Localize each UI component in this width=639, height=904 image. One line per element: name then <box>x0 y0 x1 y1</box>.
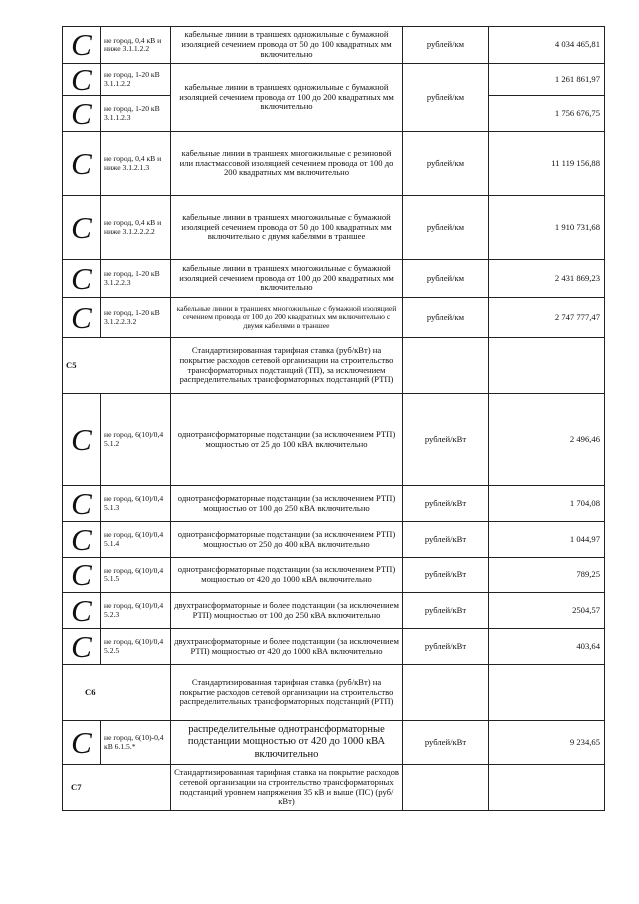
table-row <box>63 64 605 96</box>
description-cell: однотрансформаторные подстанции (за исключением РТП) мощностью от 250 до 400 кВА включительно <box>171 522 403 558</box>
value-cell: 2 431 869,23 <box>489 260 605 298</box>
value-cell: 2 747 777,47 <box>489 298 605 338</box>
symbol-c: C <box>71 260 92 296</box>
symbol-c: C <box>71 63 92 96</box>
unit-cell: рублей/кВт <box>403 486 489 522</box>
table-row <box>63 629 605 665</box>
unit-cell: рублей/кВт <box>403 629 489 665</box>
code-cell: не город, 1-20 кВ 3.1.2.2.3 <box>101 260 171 298</box>
symbol-c: C <box>71 209 92 245</box>
code-cell: не город, 6(10)/0,4 5.2.5 <box>101 629 171 665</box>
symbol-c: C <box>71 592 92 628</box>
table-row <box>63 27 605 64</box>
value-cell: 2504,57 <box>489 593 605 629</box>
symbol-c: C <box>71 27 92 62</box>
section-row <box>63 665 605 721</box>
value-cell: 4 034 465,81 <box>489 27 605 64</box>
code-cell: не город, 6(10)/0,4 5.1.3 <box>101 486 171 522</box>
symbol-cell <box>63 558 101 593</box>
symbol-c: C <box>71 485 92 521</box>
table-row <box>63 558 605 593</box>
code-cell: не город, 1-20 кВ 3.1.2.2.3.2 <box>101 298 171 338</box>
symbol-c: C <box>71 145 92 181</box>
unit-cell: рублей/км <box>403 260 489 298</box>
description-cell: кабельные линии в траншеях многожильные с бумажной изоляцией сечением провода от 50 до 100 квадратных мм включительно с двумя кабелями в траншее <box>171 196 403 260</box>
code-cell: не город, 0,4 кВ и ниже 3.1.2.2.2.2 <box>101 196 171 260</box>
unit-cell: рублей/кВт <box>403 558 489 593</box>
unit-cell: рублей/км <box>403 298 489 338</box>
section-label: С6 <box>63 665 171 721</box>
table-row <box>63 394 605 486</box>
value-cell: 2 496,46 <box>489 394 605 486</box>
symbol-cell <box>63 593 101 629</box>
value-cell: 789,25 <box>489 558 605 593</box>
unit-cell: рублей/кВт <box>403 593 489 629</box>
symbol-cell <box>63 260 101 298</box>
description-cell: однотрансформаторные подстанции (за исключением РТП) мощностью от 25 до 100 кВА включительно <box>171 394 403 486</box>
value-cell: 1 044,97 <box>489 522 605 558</box>
symbol-cell <box>63 96 101 132</box>
unit-cell: рублей/кВт <box>403 721 489 765</box>
description-cell: двухтрансформаторные и более подстанции (за исключением РТП) мощностью от 100 до 250 кВА включительно <box>171 593 403 629</box>
tariff-table <box>62 26 605 811</box>
table-row <box>63 593 605 629</box>
table-row <box>63 522 605 558</box>
symbol-c: C <box>71 724 92 760</box>
symbol-cell <box>63 522 101 558</box>
code-cell: не город, 6(10)-0,4 кВ 6.1.5.* <box>101 721 171 765</box>
table-row <box>63 298 605 338</box>
code-cell: не город, 6(10)/0,4 5.1.4 <box>101 522 171 558</box>
symbol-cell <box>63 196 101 260</box>
table-row <box>63 132 605 196</box>
section-label: С7 <box>63 765 171 811</box>
section-row <box>63 338 605 394</box>
unit-cell: рублей/км <box>403 196 489 260</box>
value-cell: 1 756 676,75 <box>489 96 605 132</box>
section-row <box>63 765 605 811</box>
code-cell: не город, 1-20 кВ 3.1.1.2.2 <box>101 64 171 96</box>
section-description: Стандартизированная тарифная ставка (руб/кВт) на покрытие расходов сетевой организации на строительство распределительных трансформаторных подстанций (РТП) <box>171 665 403 721</box>
code-cell: не город, 6(10)/0,4 5.1.5 <box>101 558 171 593</box>
table-row <box>63 721 605 765</box>
value-cell: 9 234,65 <box>489 721 605 765</box>
symbol-c: C <box>71 299 92 335</box>
value-cell: 1 910 731,68 <box>489 196 605 260</box>
description-cell: однотрансформаторные подстанции (за исключением РТП) мощностью от 100 до 250 кВА включительно <box>171 486 403 522</box>
symbol-cell <box>63 132 101 196</box>
section-description: Стандартизированная тарифная ставка (руб/кВт) на покрытие расходов сетевой организации на строительство трансформаторных подстанций (ТП), за исключением распределительных трансформаторных подстанций (РТП) <box>171 338 403 394</box>
value-cell: 1 261 861,97 <box>489 64 605 96</box>
symbol-c: C <box>71 95 92 131</box>
unit-cell: рублей/км <box>403 64 489 132</box>
unit-cell: рублей/км <box>403 132 489 196</box>
description-cell: распределительные однотрансформаторные подстанции мощностью от 420 до 1000 кВА включительно <box>171 721 403 765</box>
description-cell: однотрансформаторные подстанции (за исключением РТП) мощностью от 420 до 1000 кВА включительно <box>171 558 403 593</box>
value-cell: 1 704,08 <box>489 486 605 522</box>
unit-cell: рублей/кВт <box>403 394 489 486</box>
code-cell: не город, 6(10)/0,4 5.2.3 <box>101 593 171 629</box>
symbol-cell <box>63 298 101 338</box>
symbol-c: C <box>71 521 92 557</box>
code-cell: не город, 0,4 кВ и ниже 3.1.1.2.2 <box>101 27 171 64</box>
value-cell: 403,64 <box>489 629 605 665</box>
table-row <box>63 196 605 260</box>
symbol-cell <box>63 486 101 522</box>
symbol-cell <box>63 27 101 64</box>
section-description: Стандартизированная тарифная ставка на покрытие расходов сетевой организации на строительство трансформаторных подстанций уровнем напряжения 35 кВ и выше (ПС) (руб/кВт) <box>171 765 403 811</box>
description-cell: кабельные линии в траншеях одножильные с бумажной изоляцией сечением провода от 50 до 100 квадратных мм включительно <box>171 27 403 64</box>
code-cell: не город, 0,4 кВ и ниже 3.1.2.1.3 <box>101 132 171 196</box>
symbol-cell <box>63 394 101 486</box>
description-cell: кабельные линии в траншеях многожильные с бумажной изоляцией сечением провода от 100 до 200 квадратных мм включительно <box>171 260 403 298</box>
unit-cell: рублей/кВт <box>403 522 489 558</box>
table-row <box>63 486 605 522</box>
symbol-c: C <box>71 557 92 592</box>
description-cell: двухтрансформаторные и более подстанции (за исключением РТП) мощностью от 420 до 1000 кВА включительно <box>171 629 403 665</box>
code-cell: не город, 1-20 кВ 3.1.1.2.3 <box>101 96 171 132</box>
symbol-cell <box>63 721 101 765</box>
symbol-c: C <box>71 628 92 664</box>
symbol-cell <box>63 64 101 96</box>
table-row <box>63 260 605 298</box>
description-cell: кабельные линии в траншеях многожильные с резиновой или пластмассовой изоляцией сечением провода от 100 до 200 квадратных мм включительно <box>171 132 403 196</box>
section-label: С5 <box>63 338 171 394</box>
value-cell: 11 119 156,88 <box>489 132 605 196</box>
symbol-cell <box>63 629 101 665</box>
unit-cell: рублей/км <box>403 27 489 64</box>
description-cell: кабельные линии в траншеях многожильные с бумажной изоляцией сечением провода от 100 до 200 квадратных мм включительно с двумя кабелями в траншее <box>171 298 403 338</box>
symbol-c: C <box>71 421 92 457</box>
description-cell: кабельные линии в траншеях одножильные с бумажной изоляцией сечением провода от 100 до 200 квадратных мм включительно <box>171 64 403 132</box>
code-cell: не город, 6(10)/0,4 5.1.2 <box>101 394 171 486</box>
